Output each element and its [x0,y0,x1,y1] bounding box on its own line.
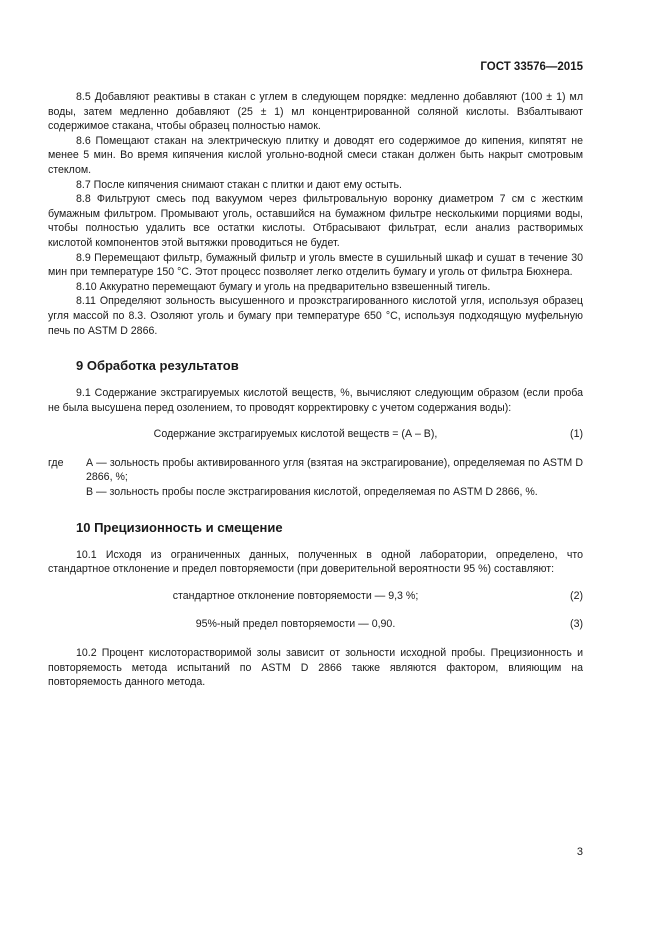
where-word: где [48,456,64,469]
paragraph-8-9: 8.9 Перемещают фильтр, бумажный фильтр и уголь вместе в сушильный шкаф и сушат в течение 30 мин при температуре 150 °С. Этот процесс позволяет легко отделить бумагу и уголь от фильтра Бюхнера. [48,251,583,279]
formula-3-expression: 95%-ный предел повторяемости — 0,90. [195,618,396,631]
section-10-heading: 10 Прецизионность и смещение [76,519,283,535]
paragraph-8-11: 8.11 Определяют зольность высушенного и проэкстрагированного кислотой угля, используя образец угля массой по 8.3. Озоляют уголь и бумагу при температуре 650 °С, используя подходящую муфельную печь по ASTM D 2866. [48,295,583,337]
paragraph-8-8: 8.8 Фильтруют смесь под вакуумом через фильтровальную воронку диаметром 7 см с жестким бумажным фильтром. Промывают уголь, оставшийся на бумажном фильтре несколькими порциями воды, чтобы полностью удалить все остатки кислоты. Отбрасывают фильтрат, если анализ растворимых кислотой компонентов этой вытяжки проводиться не будет. [48,193,583,249]
section-9-heading: 9 Обработка результатов [76,358,239,374]
where-block [48,456,583,500]
formula-2-expression: стандартное отклонение повторяемости — 9,3 %; [172,589,419,602]
document-id-header: ГОСТ 33576—2015 [480,61,583,73]
where-row-b [48,485,583,500]
formula-2-number: (2) [570,589,583,602]
where-row-a [48,456,583,485]
paragraph-9-1: 9.1 Содержание экстрагируемых кислотой веществ, %, вычисляют следующим образом (если проба не была высушена перед озолением, то проводят корректировку с учетом содержания воды): [48,387,583,414]
paragraph-10-2: 10.2 Процент кислоторастворимой золы зависит от зольности исходной пробы. Прецизионность и повторяемость метода испытаний по ASTM D 2866 также являются фактором, влияющим на повторяемость данного метода. [48,647,583,689]
paragraph-8-6: 8.6 Помещают стакан на электрическую плитку и доводят его содержимое до кипения, кипятят не менее 5 мин. Во время кипячения кислой угольно-водной смеси стакан должен быть накрыт смотровым стеклом. [48,134,583,176]
formula-1 [48,427,583,442]
where-definition-a: А — зольность пробы активированного угля (взятая на экстрагирование), определяемая по ASTM D 2866, %; [86,456,583,484]
paragraph-10-1: 10.1 Исходя из ограниченных данных, полученных в одной лаборатории, определено, что стандартное отклонение и предел повторяемости (при доверительной вероятности 95 %) составляют: [48,548,583,576]
formula-2 [48,589,583,604]
page-number: 3 [576,846,583,858]
paragraph-8-7: 8.7 После кипячения снимают стакан с плитки и дают ему остыть. [76,178,402,191]
paragraph-8-5: 8.5 Добавляют реактивы в стакан с углем в следующем порядке: медленно добавляют (100 ± 1) мл воды, затем медленно добавляют (25 ± 1) мл концентрированной соляной кислоты. Взбалтывают содержимое стакана, чтобы образец полностью намок. [48,91,583,133]
where-definition-b: В — зольность пробы после экстрагирования кислотой, определяемая по ASTM D 2866, %. [86,486,538,499]
formula-1-expression: Содержание экстрагируемых кислотой веществ = (А – В), [153,428,438,441]
paragraph-8-10: 8.10 Аккуратно перемещают бумагу и уголь на предварительно взвешенный тигель. [76,280,491,293]
formula-3 [48,617,583,632]
formula-1-number: (1) [570,428,583,441]
formula-3-number: (3) [570,618,583,631]
document-body [48,90,583,690]
